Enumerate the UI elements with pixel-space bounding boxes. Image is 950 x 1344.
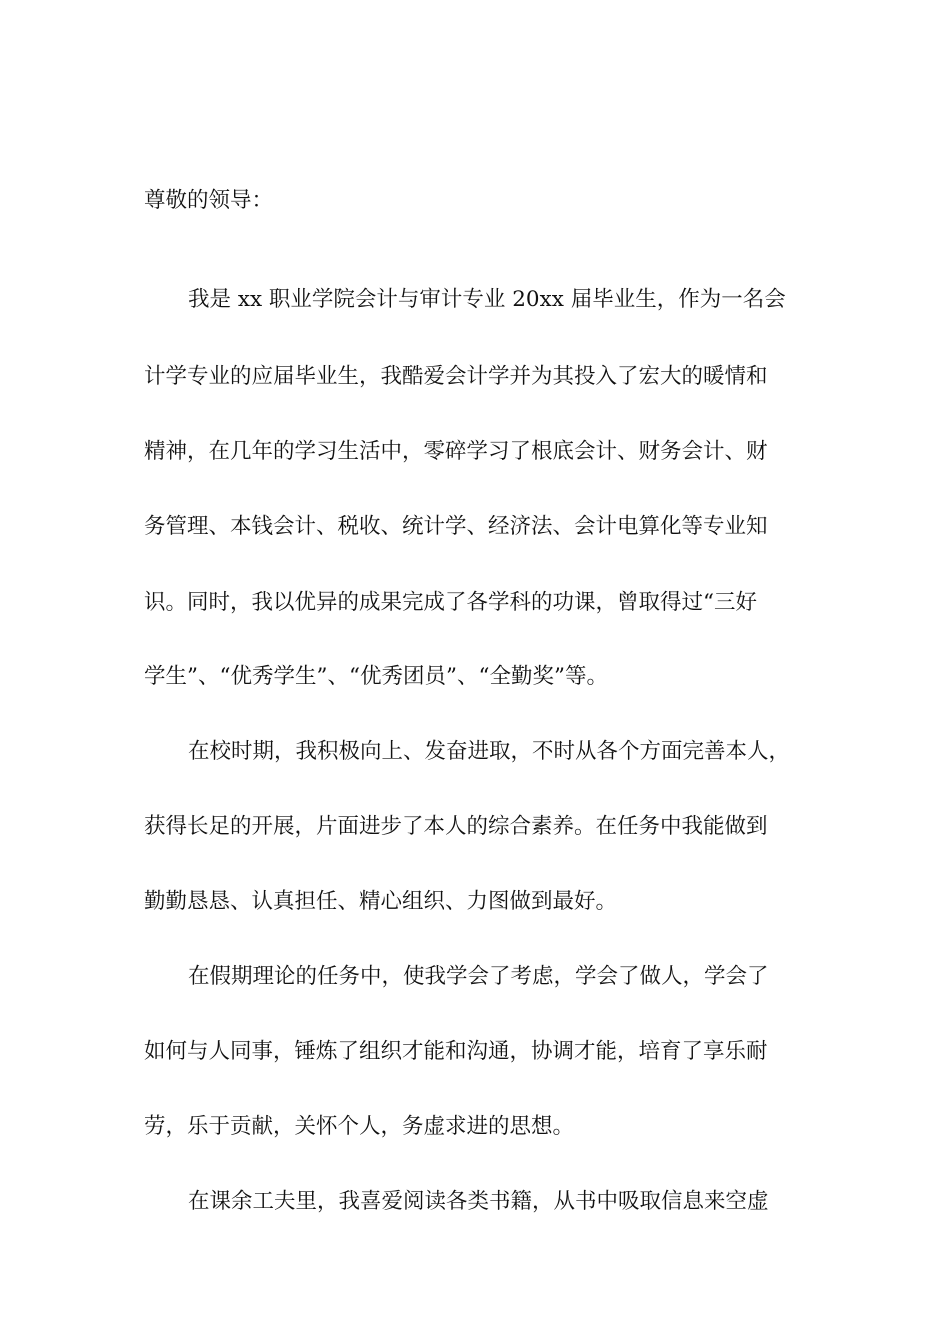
paragraph-1-line-3: 精神，在几年的学习生活中，零碎学习了根底会计、财务会计、财: [144, 439, 768, 464]
paragraph-2-line-1: 在校时期，我积极向上、发奋进取，不时从各个方面完善本人，: [188, 739, 791, 764]
paragraph-1-line-6: 学生”、“优秀学生”、“优秀团员”、“全勤奖”等。: [144, 664, 608, 689]
salutation: 尊敬的领导：: [144, 188, 274, 213]
paragraph-3-line-3: 劳，乐于贡献，关怀个人，务虚求进的思想。: [144, 1114, 575, 1139]
paragraph-2-line-2: 获得长足的开展，片面进步了本人的综合素养。在任务中我能做到: [144, 814, 768, 839]
paragraph-4-line-1: 在课余工夫里，我喜爱阅读各类书籍，从书中吸取信息来空虚: [188, 1189, 769, 1214]
paragraph-1-line-5: 识。同时，我以优异的成果完成了各学科的功课，曾取得过“三好: [144, 590, 757, 615]
paragraph-2-line-3: 勤勤恳恳、认真担任、精心组织、力图做到最好。: [144, 889, 618, 914]
paragraph-1-line-2: 计学专业的应届毕业生，我酷爱会计学并为其投入了宏大的暖情和: [144, 364, 768, 389]
paragraph-3-line-1: 在假期理论的任务中，使我学会了考虑，学会了做人，学会了: [188, 964, 769, 989]
paragraph-3-line-2: 如何与人同事，锤炼了组织才能和沟通，协调才能，培育了享乐耐: [144, 1039, 768, 1064]
paragraph-1-line-1: 我是 xx 职业学院会计与审计专业 20xx 届毕业生，作为一名会: [188, 287, 786, 312]
paragraph-1-line-4: 务管理、本钱会计、税收、统计学、经济法、会计电算化等专业知: [144, 514, 768, 539]
